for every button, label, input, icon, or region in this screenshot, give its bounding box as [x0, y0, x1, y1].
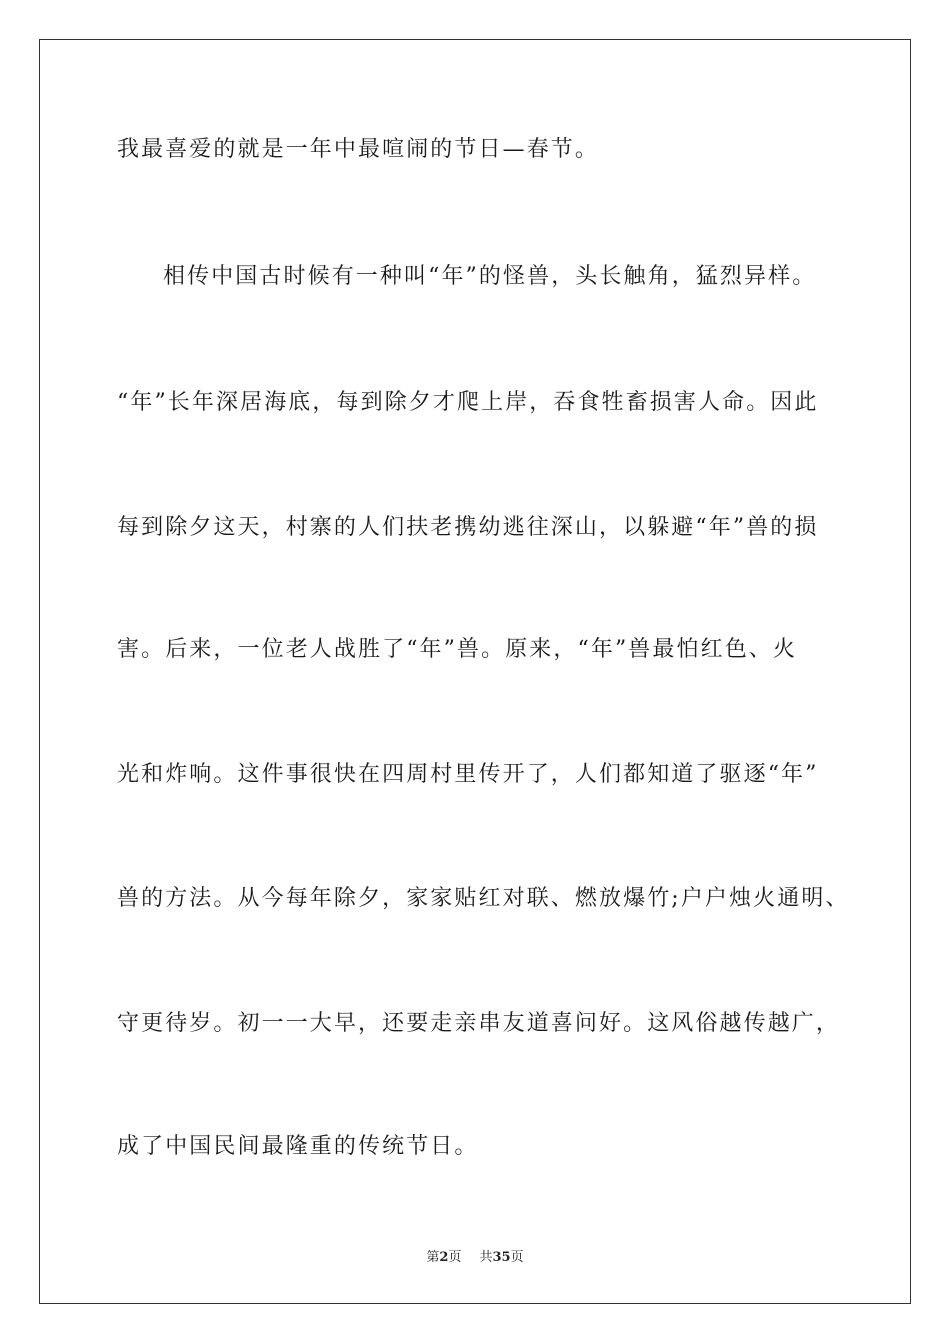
page-border [39, 39, 911, 1304]
page-prefix: 第 [426, 1250, 440, 1265]
total-suffix: 页 [510, 1250, 524, 1265]
paragraph-line-9: 成了中国民间最隆重的传统节日。 [117, 1134, 479, 1159]
page-number: 2 [439, 1250, 449, 1265]
paragraph-line-1: 我最喜爱的就是一年中最喧闹的节日—春节。 [117, 137, 600, 162]
paragraph-line-7: 兽的方法。从今每年除夕，家家贴红对联、燃放爆竹;户户烛火通明、 [117, 886, 850, 911]
paragraph-line-5: 害。后来，一位老人战胜了“年”兽。原来，“年”兽最怕红色、火 [117, 637, 797, 662]
paragraph-line-3: “年”长年深居海底，每到除夕才爬上岸，吞食牲畜损害人命。因此 [117, 390, 819, 415]
paragraph-line-2: 相传中国古时候有一种叫“年”的怪兽，头长触角，猛烈异样。 [163, 264, 817, 289]
total-prefix: 共 [479, 1250, 493, 1265]
paragraph-line-6: 光和炸响。这件事很快在四周村里传开了，人们都知道了驱逐“年” [117, 762, 819, 787]
total-pages: 35 [492, 1250, 511, 1265]
page-footer [0, 1250, 950, 1266]
paragraph-line-8: 守更待岁。初一一大早，还要走亲串友道喜问好。这风俗越传越广， [117, 1011, 841, 1036]
page-suffix: 页 [448, 1250, 462, 1265]
paragraph-line-4: 每到除夕这天，村寨的人们扶老携幼逃往深山，以躲避“年”兽的损 [117, 515, 819, 540]
